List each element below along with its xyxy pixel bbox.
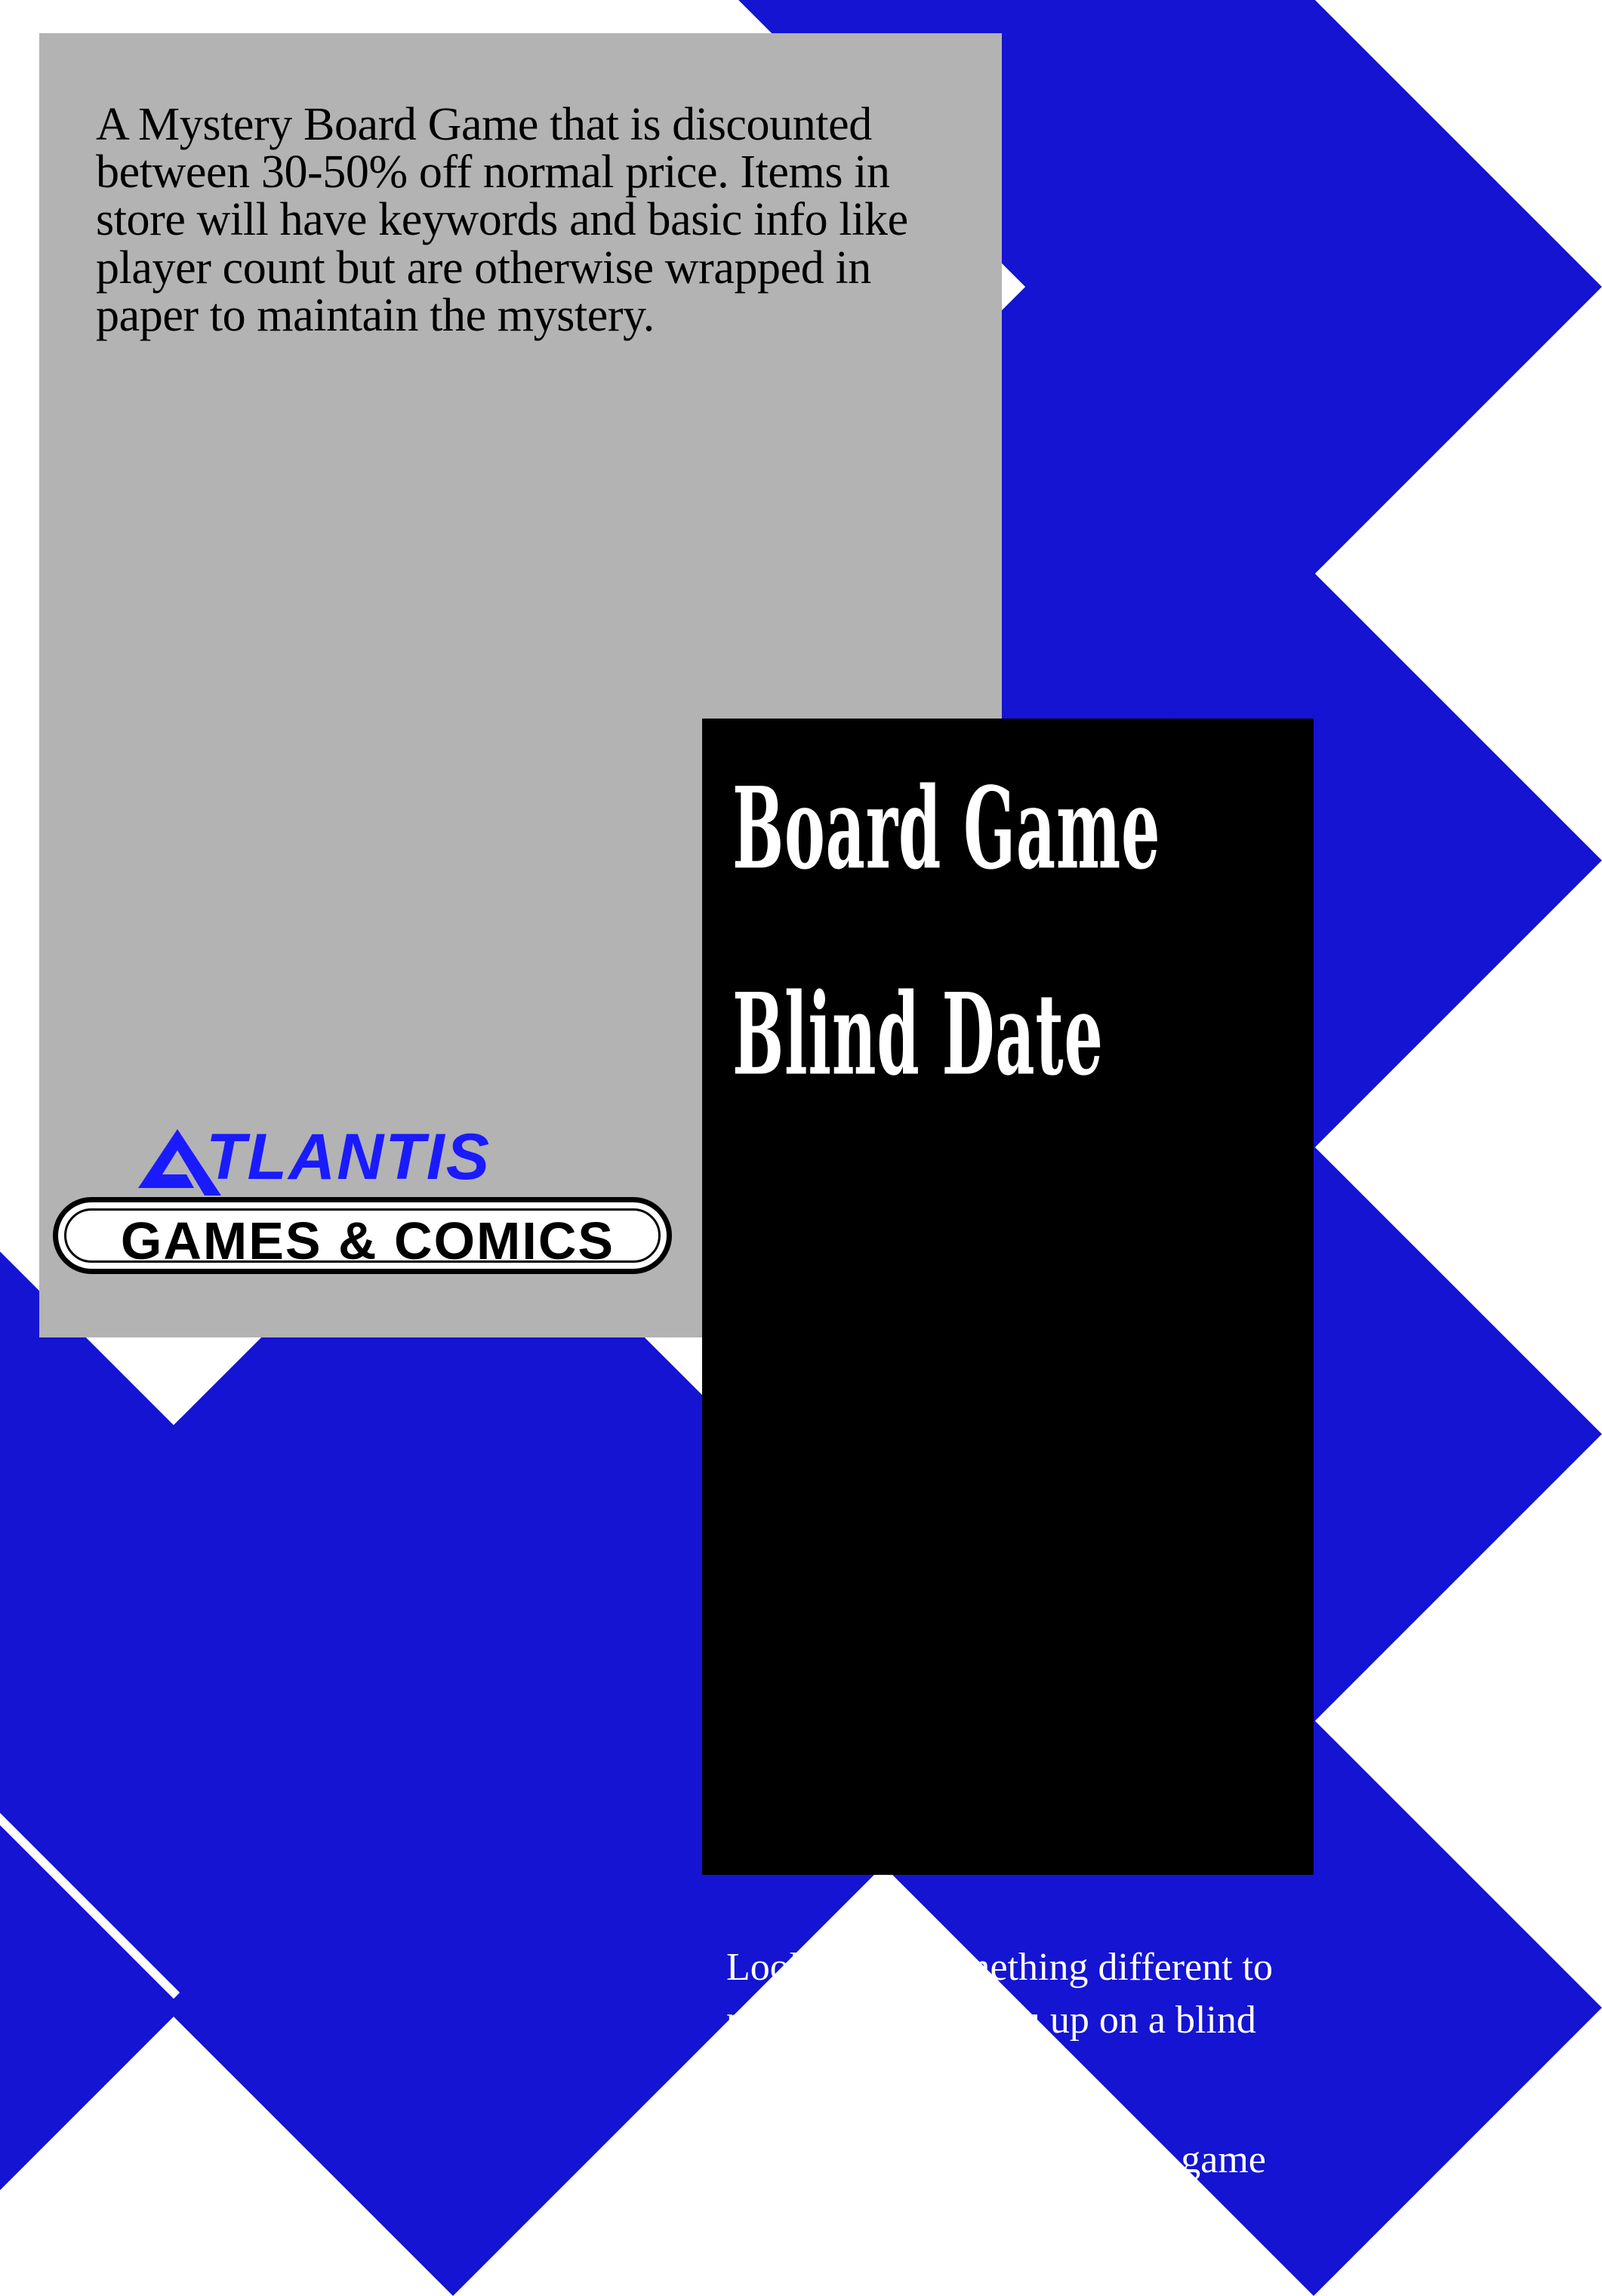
offer-paragraph: This box contains 1 mystery game for you to fall in love with! xyxy=(726,2138,1266,2234)
offer-paragraph: Looking for something different to play? Let us set you up on a blind date! xyxy=(726,1946,1274,2094)
headline-line-2: Blind Date xyxy=(732,968,1104,1101)
offer-body xyxy=(726,1941,1285,2239)
logo-subtitle: GAMES & COMICS xyxy=(120,1211,615,1270)
logo-brand-text: TLANTIS xyxy=(206,1121,491,1193)
atlantis-logo xyxy=(53,1123,687,1274)
offer-panel xyxy=(702,719,1314,2234)
logo-pill xyxy=(53,1197,672,1274)
headline-line-1: Board Game xyxy=(732,762,1161,895)
description-text: A Mystery Board Game that is discounted between 30-50% off normal price. Items in store will have keywords and basic info like player count but are otherwise wrapped in paper to maintain the mystery. xyxy=(96,99,908,341)
logo-wordmark xyxy=(125,1123,623,1202)
